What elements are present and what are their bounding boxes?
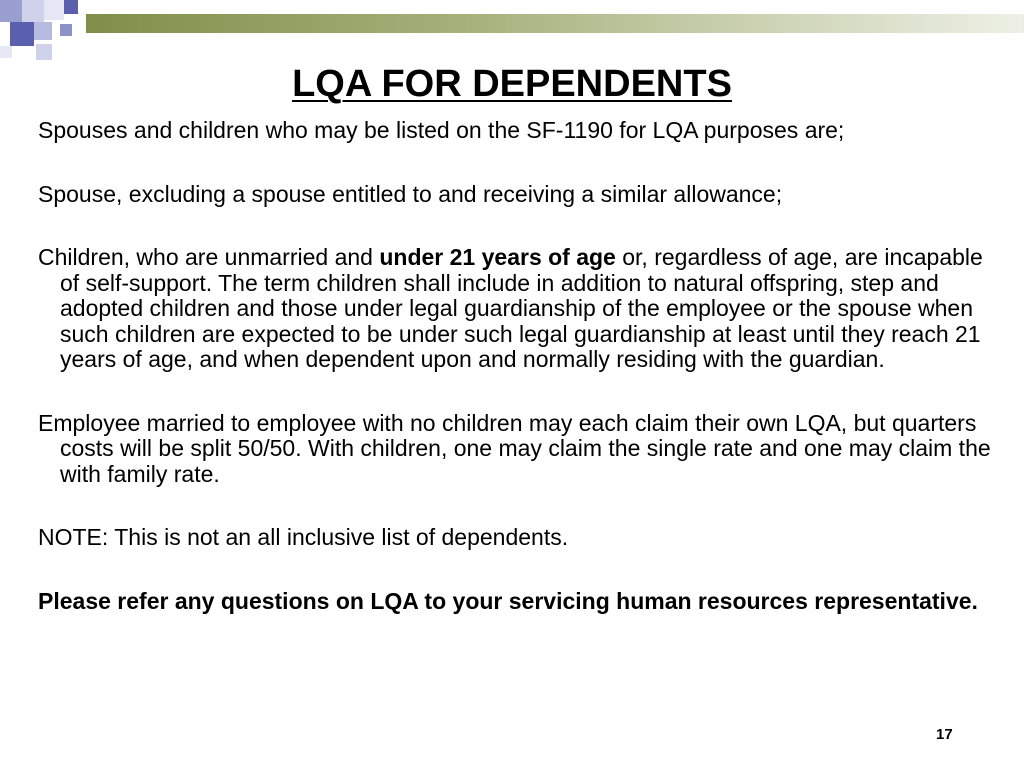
decorative-square [36, 44, 52, 60]
slide-title-text: LQA FOR DEPENDENTS [292, 63, 732, 105]
paragraph-spouse: Spouse, excluding a spouse entitled to and receiving a similar allowance; [38, 180, 783, 207]
children-age-emphasis: under 21 years of age [379, 244, 616, 270]
paragraph-children [38, 245, 998, 373]
decorative-square [0, 46, 12, 58]
slide-body [38, 118, 998, 652]
paragraph-note: NOTE: This is not an all inclusive list of dependents. [38, 524, 569, 550]
paragraph-intro: Spouses and children who may be listed on the SF-1190 for LQA purposes are; [38, 117, 845, 143]
children-text-start: Children, who are unmarried and [38, 244, 380, 270]
header-gradient-bar [86, 14, 1024, 33]
decorative-square [0, 0, 22, 22]
decorative-square [60, 24, 72, 36]
slide-title [0, 60, 1024, 108]
decorative-square [10, 22, 34, 46]
decorative-square [44, 0, 64, 20]
paragraph-employee-married: Employee married to employee with no children may each claim their own LQA, but quarters costs will be split 50/50. With children, one may claim the single rate and one may claim the with family rate. [38, 409, 991, 487]
page-number: 17 [936, 726, 953, 743]
decorative-square [34, 22, 52, 40]
decorative-square [64, 0, 78, 14]
decorative-square [22, 0, 44, 22]
paragraph-contact: Please refer any questions on LQA to your servicing human resources representative. [38, 587, 978, 614]
children-text-rest: or, regardless of age, are incapable of self-support. The term children shall include in addition to natural offspring, step and adopted children and those under legal guardianship of the employee or the spouse when such children are expected to be under such legal guardianship at least until they reach 21 years of age, and when dependent upon and normally residing with the guardian. [60, 244, 983, 372]
